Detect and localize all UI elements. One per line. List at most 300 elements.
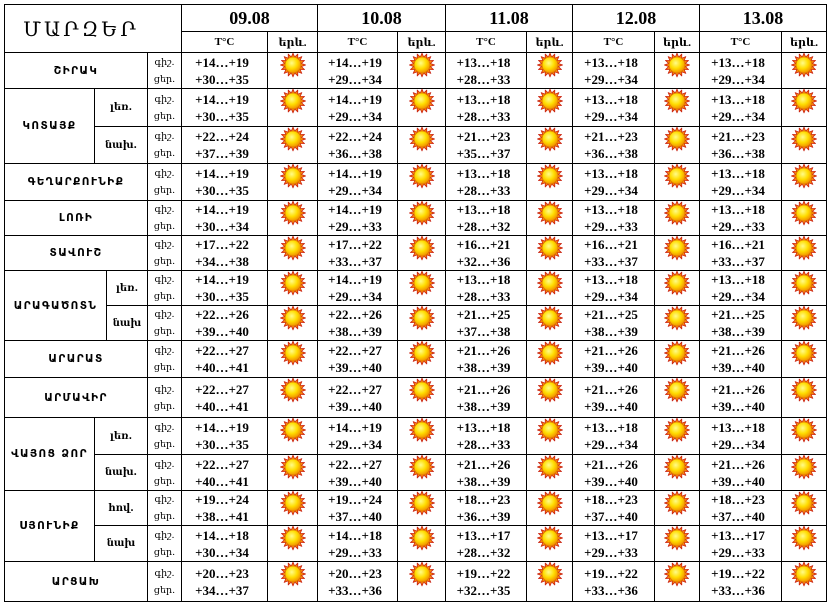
night-label: գիշ. [154, 567, 175, 579]
day-temperature: +33…+37 [328, 254, 382, 269]
night-temperature: +13…+18 [456, 91, 511, 107]
day-temperature: +28…+33 [456, 108, 511, 124]
weather-cell [268, 455, 318, 491]
day-temperature: +32…+35 [456, 582, 511, 598]
weather-forecast-table [4, 4, 827, 602]
sun-icon [407, 377, 437, 403]
temperature-column-header: T°C [700, 32, 782, 53]
weather-cell [527, 378, 573, 418]
night-temperature: +22…+27 [195, 343, 249, 358]
sun-icon [278, 454, 308, 480]
weather-cell [527, 455, 573, 491]
night-temperature: +18…+23 [584, 492, 638, 507]
day-temperature: +30…+35 [195, 108, 249, 124]
sun-icon [535, 454, 565, 480]
day-temperature: +36…+38 [328, 146, 382, 161]
temperature-column-header: T°C [182, 32, 268, 53]
weather-cell [527, 201, 573, 236]
night-temperature: +14…+19 [328, 420, 382, 435]
region-name: ՏԱՎՈՒՇ [5, 236, 148, 271]
region-name: ԳԵՂԱՐՔՈՒՆԻՔ [5, 164, 148, 201]
temperature-cell [318, 562, 398, 602]
temperature-cell [318, 127, 398, 164]
night-temperature: +13…+18 [456, 420, 511, 435]
night-temperature: +13…+18 [584, 166, 638, 181]
temperature-cell [182, 455, 268, 491]
night-label: գիշ. [154, 309, 175, 320]
sun-icon [662, 417, 692, 443]
period-labels [148, 271, 182, 306]
night-label: գիշ. [154, 494, 175, 505]
temperature-cell [446, 341, 527, 378]
sun-icon [407, 126, 437, 152]
night-temperature: +14…+19 [195, 420, 249, 435]
day-temperature: +29…+33 [584, 544, 638, 560]
weather-cell [268, 127, 318, 164]
night-temperature: +21…+25 [584, 307, 638, 322]
sun-icon [535, 561, 565, 587]
night-temperature: +16…+21 [711, 237, 765, 252]
sun-icon [662, 490, 692, 516]
regions-header: ՄԱՐԶԵՐ [5, 5, 182, 53]
day-temperature: +39…+40 [584, 473, 638, 489]
zone-label: լեռ. [95, 89, 148, 127]
sun-icon [278, 340, 308, 366]
night-temperature: +14…+18 [195, 527, 249, 543]
night-temperature: +21…+23 [584, 129, 638, 144]
weather-cell [268, 306, 318, 341]
temperature-cell [446, 89, 527, 127]
night-label: գիշ. [154, 458, 175, 470]
temperature-cell [573, 89, 655, 127]
night-temperature: +20…+23 [328, 565, 382, 581]
sun-icon [535, 525, 565, 551]
night-temperature: +22…+27 [195, 381, 249, 397]
date-header: 10.08 [318, 5, 446, 32]
weather-cell [782, 455, 827, 491]
day-temperature: +28…+32 [456, 219, 511, 234]
weather-cell [782, 53, 827, 89]
weather-cell [527, 271, 573, 306]
night-temperature: +17…+22 [328, 237, 382, 252]
region-name: ԱՐԱՐԱՏ [5, 341, 148, 378]
day-temperature: +29…+33 [711, 544, 765, 560]
weather-cell [782, 271, 827, 306]
weather-cell [782, 378, 827, 418]
night-temperature: +19…+22 [711, 565, 765, 581]
night-temperature: +14…+19 [195, 202, 249, 217]
weather-cell [398, 341, 446, 378]
night-temperature: +16…+21 [456, 237, 511, 252]
region-name: ԱՐՑԱԽ [5, 562, 148, 602]
weather-cell [268, 526, 318, 562]
day-temperature: +38…+39 [584, 324, 638, 339]
temperature-cell [182, 236, 268, 271]
temperature-cell [700, 526, 782, 562]
night-label: գիշ. [154, 56, 175, 68]
weather-cell [527, 127, 573, 164]
weather-column-header: երև. [527, 32, 573, 53]
night-temperature: +14…+19 [328, 91, 382, 107]
temperature-cell [182, 164, 268, 201]
day-temperature: +38…+39 [456, 398, 511, 414]
night-temperature: +14…+19 [328, 272, 382, 287]
night-temperature: +22…+24 [328, 129, 382, 144]
weather-cell [655, 127, 700, 164]
zone-label: լեռ. [107, 271, 148, 306]
temperature-cell [700, 201, 782, 236]
day-temperature: +34…+37 [195, 582, 249, 598]
temperature-cell [573, 378, 655, 418]
day-temperature: +29…+33 [711, 219, 765, 234]
night-temperature: +13…+18 [584, 91, 638, 107]
date-header: 11.08 [446, 5, 573, 32]
weather-cell [268, 53, 318, 89]
night-label: գիշ. [154, 131, 175, 142]
night-temperature: +17…+22 [195, 237, 249, 252]
weather-cell [655, 526, 700, 562]
day-temperature: +37…+40 [584, 509, 638, 524]
weather-cell [782, 562, 827, 602]
temperature-cell [446, 562, 527, 602]
weather-cell [782, 236, 827, 271]
sun-icon [662, 200, 692, 226]
weather-cell [268, 201, 318, 236]
temperature-cell [700, 89, 782, 127]
day-temperature: +29…+34 [711, 71, 765, 87]
region-name: ԿՈՏԱՅՔ [5, 89, 95, 164]
region-name: ՇԻՐԱԿ [5, 53, 148, 89]
night-label: գիշ. [154, 204, 175, 215]
day-temperature: +36…+38 [584, 146, 638, 161]
period-labels [148, 562, 182, 602]
temperature-cell [182, 491, 268, 526]
day-temperature: +39…+40 [328, 398, 382, 414]
temperature-cell [573, 271, 655, 306]
weather-column-header: երև. [268, 32, 318, 53]
day-temperature: +32…+36 [456, 254, 511, 269]
day-label: ցեր. [153, 110, 176, 122]
temperature-cell [182, 89, 268, 127]
day-temperature: +29…+34 [584, 289, 638, 304]
day-temperature: +35…+37 [456, 146, 511, 161]
temperature-cell [446, 53, 527, 89]
day-label: ցեր. [153, 291, 176, 302]
weather-cell [655, 236, 700, 271]
temperature-cell [573, 164, 655, 201]
weather-cell [527, 341, 573, 378]
zone-label: նախ [95, 526, 148, 562]
temperature-cell [182, 201, 268, 236]
temperature-cell [446, 164, 527, 201]
temperature-cell [700, 341, 782, 378]
sun-icon [662, 377, 692, 403]
weather-cell [782, 89, 827, 127]
day-label: ցեր. [153, 256, 176, 267]
weather-cell [782, 164, 827, 201]
sun-icon [407, 270, 437, 296]
period-labels [148, 127, 182, 164]
zone-label: նախ. [95, 455, 148, 491]
sun-icon [662, 340, 692, 366]
sun-icon [407, 454, 437, 480]
day-temperature: +33…+36 [328, 582, 382, 598]
day-temperature: +28…+33 [456, 437, 511, 452]
day-temperature: +29…+34 [328, 437, 382, 452]
night-label: գիշ. [154, 168, 175, 179]
night-temperature: +14…+19 [195, 54, 249, 70]
night-temperature: +19…+24 [328, 492, 382, 507]
weather-cell [655, 378, 700, 418]
day-temperature: +30…+35 [195, 437, 249, 452]
temperature-cell [446, 236, 527, 271]
sun-icon [535, 88, 565, 114]
day-temperature: +29…+34 [711, 289, 765, 304]
temperature-cell [318, 306, 398, 341]
weather-cell [655, 418, 700, 455]
night-temperature: +21…+26 [456, 381, 511, 397]
night-temperature: +13…+17 [711, 527, 765, 543]
weather-cell [398, 491, 446, 526]
night-temperature: +21…+23 [456, 129, 511, 144]
sun-icon [662, 525, 692, 551]
period-labels [148, 89, 182, 127]
night-label: գիշ. [154, 529, 175, 541]
sun-icon [278, 235, 308, 261]
day-temperature: +37…+39 [195, 146, 249, 161]
temperature-cell [182, 306, 268, 341]
temperature-cell [446, 455, 527, 491]
day-temperature: +37…+40 [328, 509, 382, 524]
temperature-cell [446, 418, 527, 455]
weather-cell [527, 164, 573, 201]
day-temperature: +29…+34 [328, 183, 382, 198]
temperature-cell [318, 526, 398, 562]
day-label: ցեր. [153, 148, 176, 159]
weather-cell [268, 89, 318, 127]
temperature-cell [446, 378, 527, 418]
weather-cell [398, 562, 446, 602]
weather-cell [527, 53, 573, 89]
sun-icon [407, 561, 437, 587]
day-temperature: +29…+34 [584, 71, 638, 87]
sun-icon [407, 417, 437, 443]
night-temperature: +13…+18 [456, 272, 511, 287]
day-label: ցեր. [153, 221, 176, 232]
period-labels [148, 306, 182, 341]
temperature-cell [700, 53, 782, 89]
temperature-cell [182, 418, 268, 455]
sun-icon [407, 525, 437, 551]
weather-cell [527, 562, 573, 602]
temperature-cell [318, 89, 398, 127]
sun-icon [278, 377, 308, 403]
sun-icon [662, 454, 692, 480]
weather-cell [398, 455, 446, 491]
sun-icon [789, 305, 819, 331]
weather-cell [268, 491, 318, 526]
temperature-cell [446, 491, 527, 526]
night-temperature: +14…+19 [328, 202, 382, 217]
date-header: 09.08 [182, 5, 318, 32]
weather-cell [655, 89, 700, 127]
sun-icon [789, 235, 819, 261]
night-temperature: +22…+26 [195, 307, 249, 322]
temperature-cell [318, 418, 398, 455]
night-temperature: +21…+26 [711, 343, 765, 358]
night-temperature: +13…+18 [456, 166, 511, 181]
weather-cell [268, 418, 318, 455]
weather-cell [782, 306, 827, 341]
night-temperature: +14…+19 [195, 166, 249, 181]
day-temperature: +39…+40 [328, 360, 382, 375]
weather-cell [398, 271, 446, 306]
day-temperature: +28…+33 [456, 71, 511, 87]
night-temperature: +13…+17 [456, 527, 511, 543]
temperature-cell [318, 455, 398, 491]
night-label: գիշ. [154, 239, 175, 250]
weather-cell [782, 341, 827, 378]
temperature-column-header: T°C [446, 32, 527, 53]
day-temperature: +39…+40 [711, 473, 765, 489]
temperature-cell [446, 201, 527, 236]
sun-icon [278, 88, 308, 114]
temperature-cell [573, 491, 655, 526]
sun-icon [662, 270, 692, 296]
night-temperature: +19…+22 [584, 565, 638, 581]
day-temperature: +29…+34 [328, 108, 382, 124]
night-temperature: +22…+24 [195, 129, 249, 144]
weather-cell [655, 164, 700, 201]
temperature-cell [182, 53, 268, 89]
period-labels [148, 418, 182, 455]
weather-cell [655, 562, 700, 602]
night-temperature: +21…+26 [584, 343, 638, 358]
sun-icon [278, 270, 308, 296]
sun-icon [407, 52, 437, 78]
temperature-cell [446, 127, 527, 164]
temperature-cell [182, 271, 268, 306]
temperature-cell [318, 201, 398, 236]
night-temperature: +22…+27 [328, 381, 382, 397]
temperature-cell [573, 562, 655, 602]
sun-icon [662, 163, 692, 189]
sun-icon [789, 454, 819, 480]
region-name: ՍՅՈՒՆԻՔ [5, 491, 95, 562]
temperature-cell [700, 378, 782, 418]
day-label: ցեր. [153, 584, 176, 596]
weather-cell [398, 418, 446, 455]
weather-cell [655, 341, 700, 378]
sun-icon [535, 52, 565, 78]
weather-cell [268, 378, 318, 418]
day-temperature: +36…+39 [456, 509, 511, 524]
day-temperature: +30…+35 [195, 183, 249, 198]
weather-cell [782, 127, 827, 164]
temperature-cell [700, 418, 782, 455]
sun-icon [407, 340, 437, 366]
temperature-column-header: T°C [318, 32, 398, 53]
sun-icon [789, 88, 819, 114]
period-labels [148, 341, 182, 378]
temperature-cell [700, 562, 782, 602]
day-temperature: +38…+41 [195, 509, 249, 524]
temperature-cell [573, 236, 655, 271]
period-labels [148, 455, 182, 491]
day-temperature: +33…+36 [711, 582, 765, 598]
weather-cell [782, 201, 827, 236]
night-temperature: +22…+27 [328, 456, 382, 472]
weather-column-header: երև. [655, 32, 700, 53]
sun-icon [535, 305, 565, 331]
day-temperature: +39…+40 [195, 324, 249, 339]
temperature-cell [318, 378, 398, 418]
day-temperature: +29…+34 [328, 289, 382, 304]
day-temperature: +29…+34 [584, 183, 638, 198]
day-temperature: +29…+34 [584, 437, 638, 452]
night-label: գիշ. [154, 93, 175, 105]
day-label: ցեր. [153, 362, 176, 373]
temperature-column-header: T°C [573, 32, 655, 53]
day-label: ցեր. [153, 400, 176, 412]
day-label: ցեր. [153, 73, 176, 85]
night-temperature: +21…+26 [456, 456, 511, 472]
weather-cell [655, 53, 700, 89]
night-temperature: +21…+26 [456, 343, 511, 358]
weather-cell [398, 306, 446, 341]
period-labels [148, 526, 182, 562]
weather-cell [268, 562, 318, 602]
weather-cell [655, 491, 700, 526]
weather-cell [398, 127, 446, 164]
sun-icon [662, 52, 692, 78]
weather-cell [398, 53, 446, 89]
temperature-cell [700, 236, 782, 271]
temperature-cell [446, 526, 527, 562]
temperature-cell [573, 127, 655, 164]
day-temperature: +38…+39 [711, 324, 765, 339]
weather-cell [268, 164, 318, 201]
weather-cell [527, 306, 573, 341]
night-temperature: +22…+27 [328, 343, 382, 358]
weather-cell [398, 236, 446, 271]
weather-cell [655, 271, 700, 306]
day-temperature: +38…+39 [328, 324, 382, 339]
temperature-cell [573, 201, 655, 236]
night-temperature: +14…+19 [195, 272, 249, 287]
day-temperature: +29…+33 [328, 219, 382, 234]
weather-cell [527, 491, 573, 526]
sun-icon [278, 561, 308, 587]
night-temperature: +16…+21 [584, 237, 638, 252]
date-header: 13.08 [700, 5, 827, 32]
night-temperature: +21…+26 [584, 381, 638, 397]
day-temperature: +28…+33 [456, 289, 511, 304]
night-label: գիշ. [154, 422, 175, 433]
weather-cell [268, 271, 318, 306]
sun-icon [535, 417, 565, 443]
night-temperature: +13…+18 [711, 54, 765, 70]
day-label: ցեր. [153, 185, 176, 196]
weather-cell [527, 236, 573, 271]
sun-icon [535, 377, 565, 403]
temperature-cell [182, 526, 268, 562]
day-temperature: +30…+34 [195, 544, 249, 560]
temperature-cell [318, 271, 398, 306]
sun-icon [662, 88, 692, 114]
sun-icon [278, 200, 308, 226]
night-temperature: +13…+18 [584, 272, 638, 287]
